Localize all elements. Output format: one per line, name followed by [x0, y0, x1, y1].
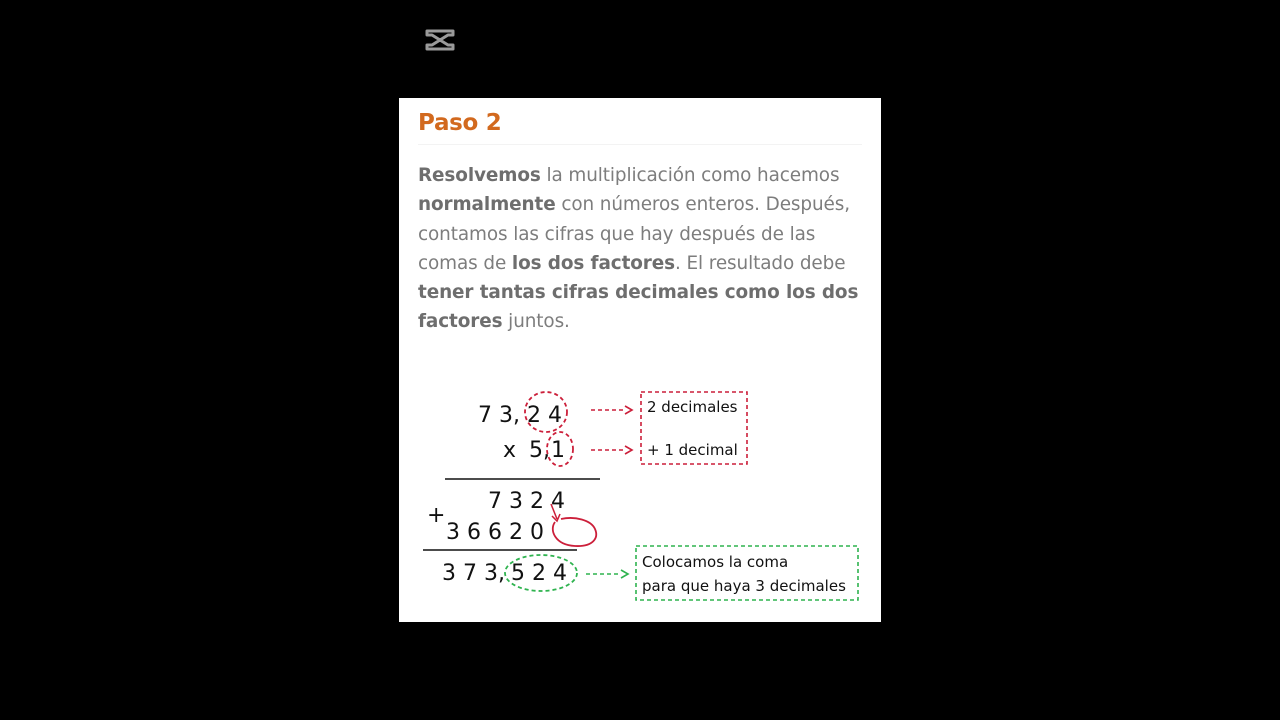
factor1-decimals: 2 4: [527, 403, 562, 428]
multiplication-diagram: [399, 98, 881, 622]
label-tres-decimales: para que haya 3 decimales: [642, 577, 846, 595]
paragraph-bold-run: tener tantas cifras decimales como los dos factores: [418, 282, 859, 333]
factor2-decimals: 1: [551, 438, 565, 463]
paragraph-text-run: con números enteros. Después, contamos las cifras que hay después de las comas de: [418, 194, 850, 274]
label-1-decimal: + 1 decimal: [647, 441, 738, 459]
paragraph-bold-run: Resolvemos: [418, 165, 541, 186]
paragraph-text-run: . El resultado debe: [675, 252, 846, 274]
paragraph-bold-run: normalmente: [418, 194, 556, 216]
partial-product-1: 7 3 2 4: [488, 489, 565, 514]
factor1-integer: 7 3,: [478, 403, 520, 428]
result-integer: 3 7 3,: [442, 561, 505, 586]
paragraph-text-run: la multiplicación como hacemos: [540, 165, 840, 186]
capcut-logo-icon: [424, 27, 456, 53]
step-title: Paso 2: [418, 110, 502, 136]
label-colocamos: Colocamos la coma: [642, 553, 789, 571]
arrow-decimals-2: [591, 406, 632, 414]
arrow-result: [586, 570, 628, 578]
partial-product-2: 3 6 6 2 0: [446, 520, 544, 545]
arrow-decimals-1: [591, 446, 632, 454]
paragraph-text-run: juntos.: [502, 311, 570, 333]
plus-sign: +: [427, 503, 446, 528]
paragraph-bold-run: los dos factores: [511, 252, 675, 274]
factor2-integer: 5,: [529, 438, 550, 463]
multiply-sign: x: [503, 438, 517, 463]
label-2-decimales: 2 decimales: [647, 398, 738, 416]
lesson-card: [399, 98, 881, 622]
result-decimals: 5 2 4: [511, 561, 567, 586]
